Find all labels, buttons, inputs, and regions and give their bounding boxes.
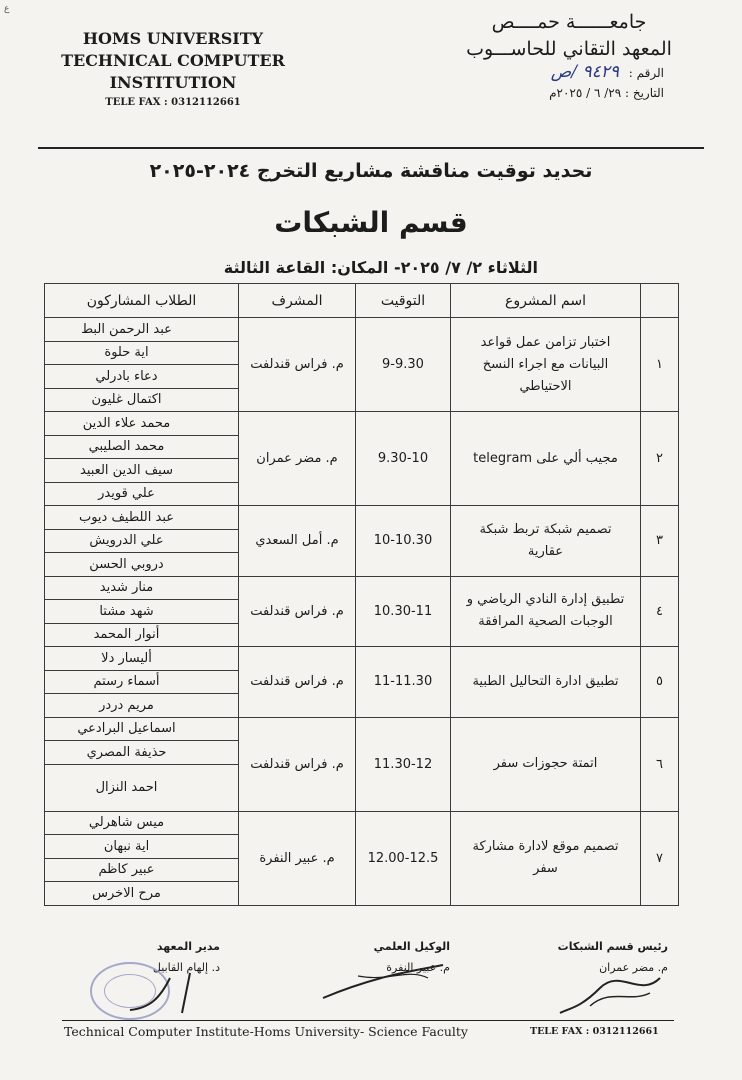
supervisor-name: م. فراس قندلفت	[239, 647, 356, 718]
reference-line	[444, 62, 694, 83]
reference-value: ٩٤٢٩ /ص	[550, 62, 619, 82]
student-name: محمد الصليبي	[45, 435, 239, 459]
table-row	[45, 576, 679, 600]
table-row	[45, 647, 679, 671]
supervisor-name: م. عبير النفرة	[239, 811, 356, 905]
document-title: تحديد توقيت مناقشة مشاريع التخرج ٢٠٢٤-٢٠٢٥	[149, 160, 593, 182]
header-students: الطلاب المشاركون	[45, 284, 239, 318]
reference-label: الرقم :	[628, 66, 664, 80]
row-number: ١	[641, 318, 679, 412]
header-time: التوقيت	[356, 284, 451, 318]
project-name: اتمتة حجوزات سفر	[451, 717, 641, 811]
corner-mark: ع	[4, 4, 10, 14]
date-label: التاريخ :	[624, 86, 664, 100]
header-en-line3: INSTITUTION	[109, 73, 237, 92]
schedule-table	[44, 283, 679, 906]
project-name: تطبيق إدارة النادي الرياضي و الوجبات الصحية المرافقة	[451, 576, 641, 647]
supervisor-name: م. فراس قندلفت	[239, 717, 356, 811]
row-number: ٤	[641, 576, 679, 647]
supervisor-name: م. فراس قندلفت	[239, 318, 356, 412]
signature-role: الوكيل العلمي	[373, 940, 450, 953]
time-slot: 10.30-11	[356, 576, 451, 647]
date-value: ٢٩/ ٦ / ٢٠٢٥م	[549, 86, 622, 100]
row-number: ٢	[641, 412, 679, 506]
header-supervisor: المشرف	[239, 284, 356, 318]
student-name: عبد الرحمن البط	[45, 318, 239, 342]
table-row	[45, 506, 679, 530]
handwritten-signature-head	[560, 968, 670, 1018]
row-number: ٦	[641, 717, 679, 811]
supervisor-name: م. فراس قندلفت	[239, 576, 356, 647]
project-name: مجيب ألي على telegram	[451, 412, 641, 506]
row-number: ٣	[641, 506, 679, 577]
project-name: تصميم موقع لادارة مشاركة سفر	[451, 811, 641, 905]
session-info: الثلاثاء ٢/ ٧/ ٢٠٢٥- المكان: القاعة الثالثة	[223, 258, 538, 277]
student-name: اية حلوة	[45, 341, 239, 365]
student-name: اسماعيل البرادعي	[45, 717, 239, 741]
student-name: شهد مشتا	[45, 600, 239, 624]
signature-name: د. إلهام القابيل	[152, 961, 220, 974]
handwritten-signature-scientific	[318, 960, 448, 1000]
student-name: احمد النزال	[45, 764, 239, 811]
time-slot: 9-9.30	[356, 318, 451, 412]
student-name: اية نبهان	[45, 835, 239, 859]
student-name: محمد علاء الدين	[45, 412, 239, 436]
student-name: علي الدرويش	[45, 529, 239, 553]
row-number: ٧	[641, 811, 679, 905]
footer-institute: Technical Computer Institute-Homs University- Science Faculty	[64, 1024, 468, 1039]
row-number: ٥	[641, 647, 679, 718]
student-name: أنوار المحمد	[45, 623, 239, 647]
student-name: أسماء رستم	[45, 670, 239, 694]
student-name: مرح الاخرس	[45, 882, 239, 906]
student-name: عبير كاظم	[45, 858, 239, 882]
student-name: دعاء بادرلي	[45, 365, 239, 389]
student-name: حذيفة المصري	[45, 741, 239, 765]
student-name: دروبي الحسن	[45, 553, 239, 577]
header-ar-institute: المعهد التقاني للحاســـوب	[466, 38, 672, 60]
signature-name: م. عبير النفرة	[386, 961, 450, 974]
table-header-row	[45, 284, 679, 318]
student-name: اكتمال غليون	[45, 388, 239, 412]
supervisor-name: م. أمل السعدي	[239, 506, 356, 577]
table-row	[45, 412, 679, 436]
project-name: اختبار تزامن عمل قواعد البيانات مع اجراء النسخ الاحتياطي	[451, 318, 641, 412]
project-name: تصميم شبكة تربط شبكة عقارية	[451, 506, 641, 577]
signature-role: رئيس قسم الشبكات	[557, 940, 668, 953]
header-en-line2: TECHNICAL COMPUTER	[61, 51, 285, 70]
student-name: سيف الدين العبيد	[45, 459, 239, 483]
date-line	[444, 83, 694, 103]
header-english	[48, 28, 298, 110]
time-slot: 9.30-10	[356, 412, 451, 506]
student-name: علي قويدر	[45, 482, 239, 506]
table-row	[45, 318, 679, 342]
header-number	[641, 284, 679, 318]
time-slot: 10-10.30	[356, 506, 451, 577]
student-name: مريم دردر	[45, 694, 239, 718]
header-divider	[38, 147, 704, 149]
student-name: عبد اللطيف ديوب	[45, 506, 239, 530]
project-name: تطبيق ادارة التحاليل الطبية	[451, 647, 641, 718]
header-project: اسم المشروع	[451, 284, 641, 318]
time-slot: 12.00-12.5	[356, 811, 451, 905]
header-ar-university: جامعــــــة حمــــص	[491, 11, 647, 33]
header-en-line1: HOMS UNIVERSITY	[82, 29, 264, 48]
footer-fax: TELE FAX : 0312112661	[530, 1026, 659, 1037]
student-name: ميس شاهرلي	[45, 811, 239, 835]
footer-divider	[62, 1020, 674, 1021]
student-name: أليسار دلا	[45, 647, 239, 671]
department-title: قسم الشبكات	[274, 206, 468, 239]
student-name: منار شديد	[45, 576, 239, 600]
signature-name: م. مضر عمران	[599, 961, 668, 974]
supervisor-name: م. مضر عمران	[239, 412, 356, 506]
time-slot: 11.30-12	[356, 717, 451, 811]
table-row	[45, 717, 679, 741]
header-en-fax: TELE FAX : 0312112661	[105, 97, 241, 108]
handwritten-signature-director	[120, 968, 200, 1018]
signature-role: مدير المعهد	[156, 940, 220, 953]
table-row	[45, 811, 679, 835]
header-arabic	[444, 8, 694, 103]
time-slot: 11-11.30	[356, 647, 451, 718]
